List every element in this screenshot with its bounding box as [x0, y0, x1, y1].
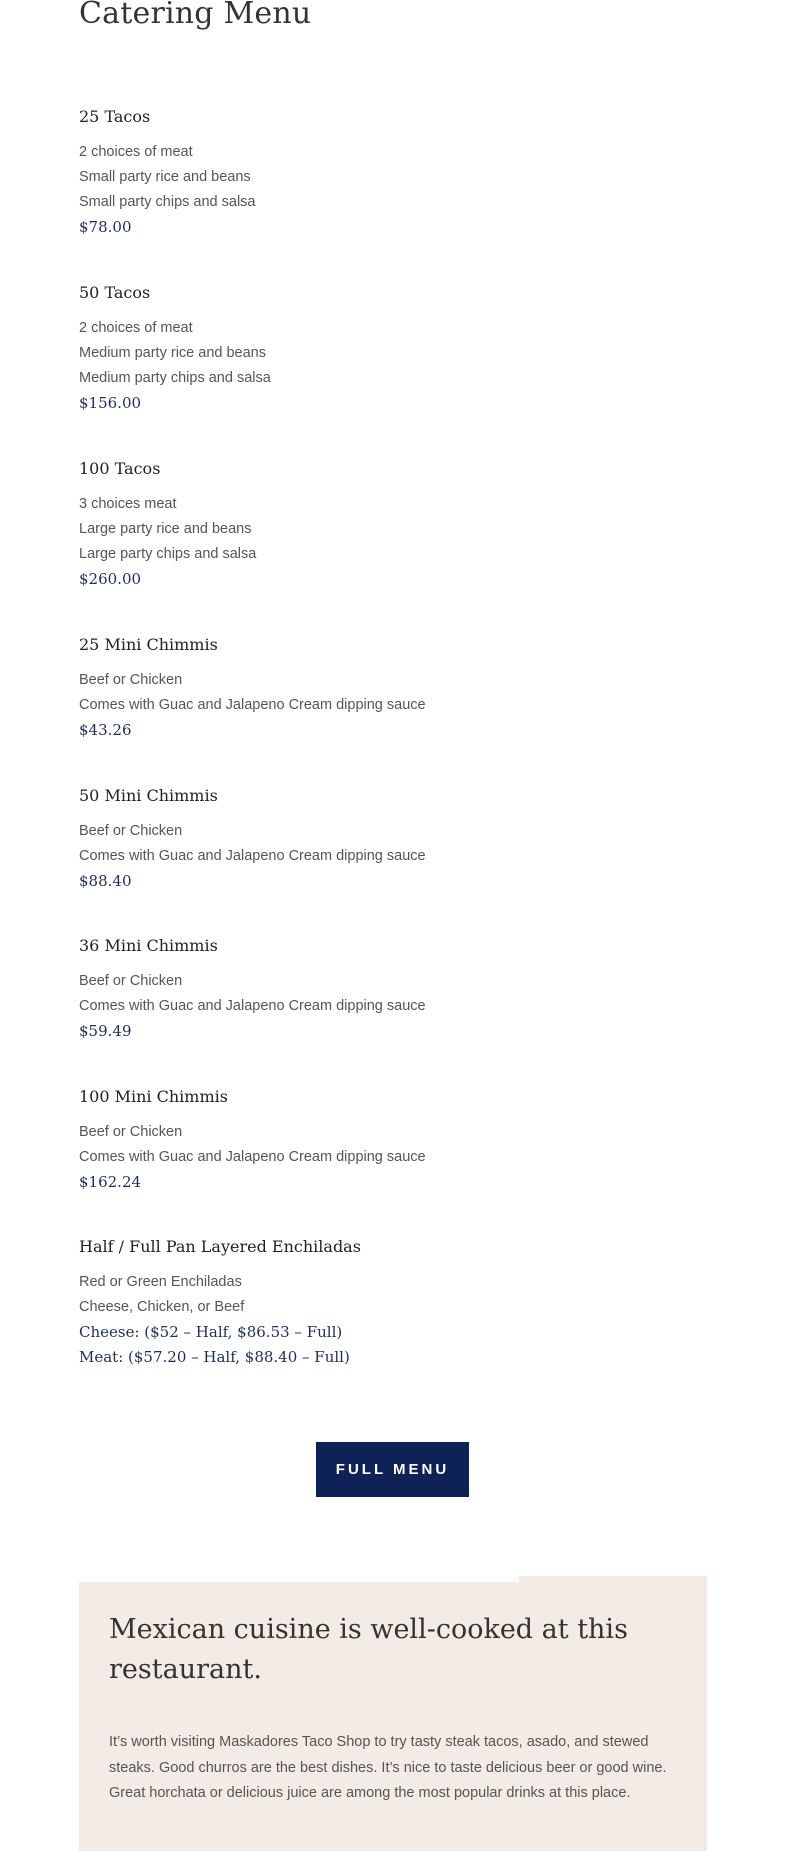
- menu-item-100-mini-chimmis: [79, 1084, 699, 1195]
- menu-item-details: [79, 1120, 699, 1195]
- menu-item-price: $260.00: [79, 570, 142, 588]
- menu-item-price: $156.00: [79, 394, 142, 412]
- menu-item-details: [79, 140, 699, 240]
- menu-item-price: $88.40: [79, 872, 132, 890]
- menu-item-details: [79, 668, 699, 743]
- menu-item-desc: Beef or Chicken: [79, 1124, 183, 1140]
- menu-item-layered-enchiladas: [79, 1234, 699, 1370]
- menu-item-desc: Large party rice and beans: [79, 521, 252, 537]
- menu-item-name: 100 Tacos: [79, 459, 161, 478]
- menu-item-desc: Medium party chips and salsa: [79, 370, 271, 386]
- menu-item-name: Half / Full Pan Layered Enchiladas: [79, 1237, 361, 1256]
- menu-item-desc: Large party chips and salsa: [79, 546, 257, 562]
- menu-item-desc: Comes with Guac and Jalapeno Cream dipping sauce: [79, 697, 426, 713]
- menu-item-desc: Beef or Chicken: [79, 672, 183, 688]
- menu-item-name: 25 Mini Chimmis: [79, 635, 218, 654]
- menu-item-50-tacos: [79, 280, 699, 416]
- menu-item-desc: 2 choices of meat: [79, 144, 193, 160]
- menu-item-25-mini-chimmis: [79, 632, 699, 743]
- menu-item-desc: Medium party rice and beans: [79, 345, 266, 361]
- review-heading: Mexican cuisine is well-cooked at this restaurant.: [109, 1614, 628, 1685]
- menu-item-name: 25 Tacos: [79, 107, 151, 126]
- menu-item-desc: 2 choices of meat: [79, 320, 193, 336]
- menu-item-price: $78.00: [79, 218, 132, 236]
- menu-item-desc: Small party chips and salsa: [79, 194, 256, 210]
- menu-item-desc: Beef or Chicken: [79, 823, 183, 839]
- menu-item-desc: 3 choices meat: [79, 496, 177, 512]
- menu-item-price: Cheese: ($52 – Half, $86.53 – Full): [79, 1323, 343, 1341]
- menu-item-desc: Small party rice and beans: [79, 169, 251, 185]
- menu-item-desc: Comes with Guac and Jalapeno Cream dipping sauce: [79, 1149, 426, 1165]
- menu-item-desc: Comes with Guac and Jalapeno Cream dipping sauce: [79, 998, 426, 1014]
- menu-item-desc: Red or Green Enchiladas: [79, 1274, 242, 1290]
- full-menu-button[interactable]: FULL MENU: [316, 1442, 469, 1497]
- menu-item-desc: Comes with Guac and Jalapeno Cream dipping sauce: [79, 848, 426, 864]
- menu-item-price: Meat: ($57.20 – Half, $88.40 – Full): [79, 1348, 350, 1366]
- menu-item-price: $59.49: [79, 1022, 132, 1040]
- menu-item-desc: Cheese, Chicken, or Beef: [79, 1299, 245, 1315]
- menu-item-details: [79, 492, 699, 592]
- page-title: Catering Menu: [79, 0, 312, 31]
- menu-item-details: [79, 819, 699, 894]
- menu-item-details: [79, 1270, 699, 1370]
- menu-item-details: [79, 969, 699, 1044]
- menu-item-price: $43.26: [79, 721, 132, 739]
- menu-item-25-tacos: [79, 104, 699, 240]
- review-text: It’s worth visiting Maskadores Taco Shop to try tasty steak tacos, asado, and stewed steaks. Good churros are the best dishes. It’s nice to taste delicious beer or good wine. Great horchata or delicious juice are among the most popular drinks at this place.: [109, 1734, 667, 1801]
- menu-item-name: 50 Mini Chimmis: [79, 786, 218, 805]
- menu-item-name: 100 Mini Chimmis: [79, 1087, 228, 1106]
- menu-item-36-mini-chimmis: [79, 933, 699, 1044]
- menu-item-name: 50 Tacos: [79, 283, 151, 302]
- menu-item-name: 36 Mini Chimmis: [79, 936, 218, 955]
- menu-item-details: [79, 316, 699, 416]
- review-card: [79, 1582, 707, 1851]
- menu-item-50-mini-chimmis: [79, 783, 699, 894]
- menu-item-price: $162.24: [79, 1173, 142, 1191]
- menu-item-100-tacos: [79, 456, 699, 592]
- menu-item-desc: Beef or Chicken: [79, 973, 183, 989]
